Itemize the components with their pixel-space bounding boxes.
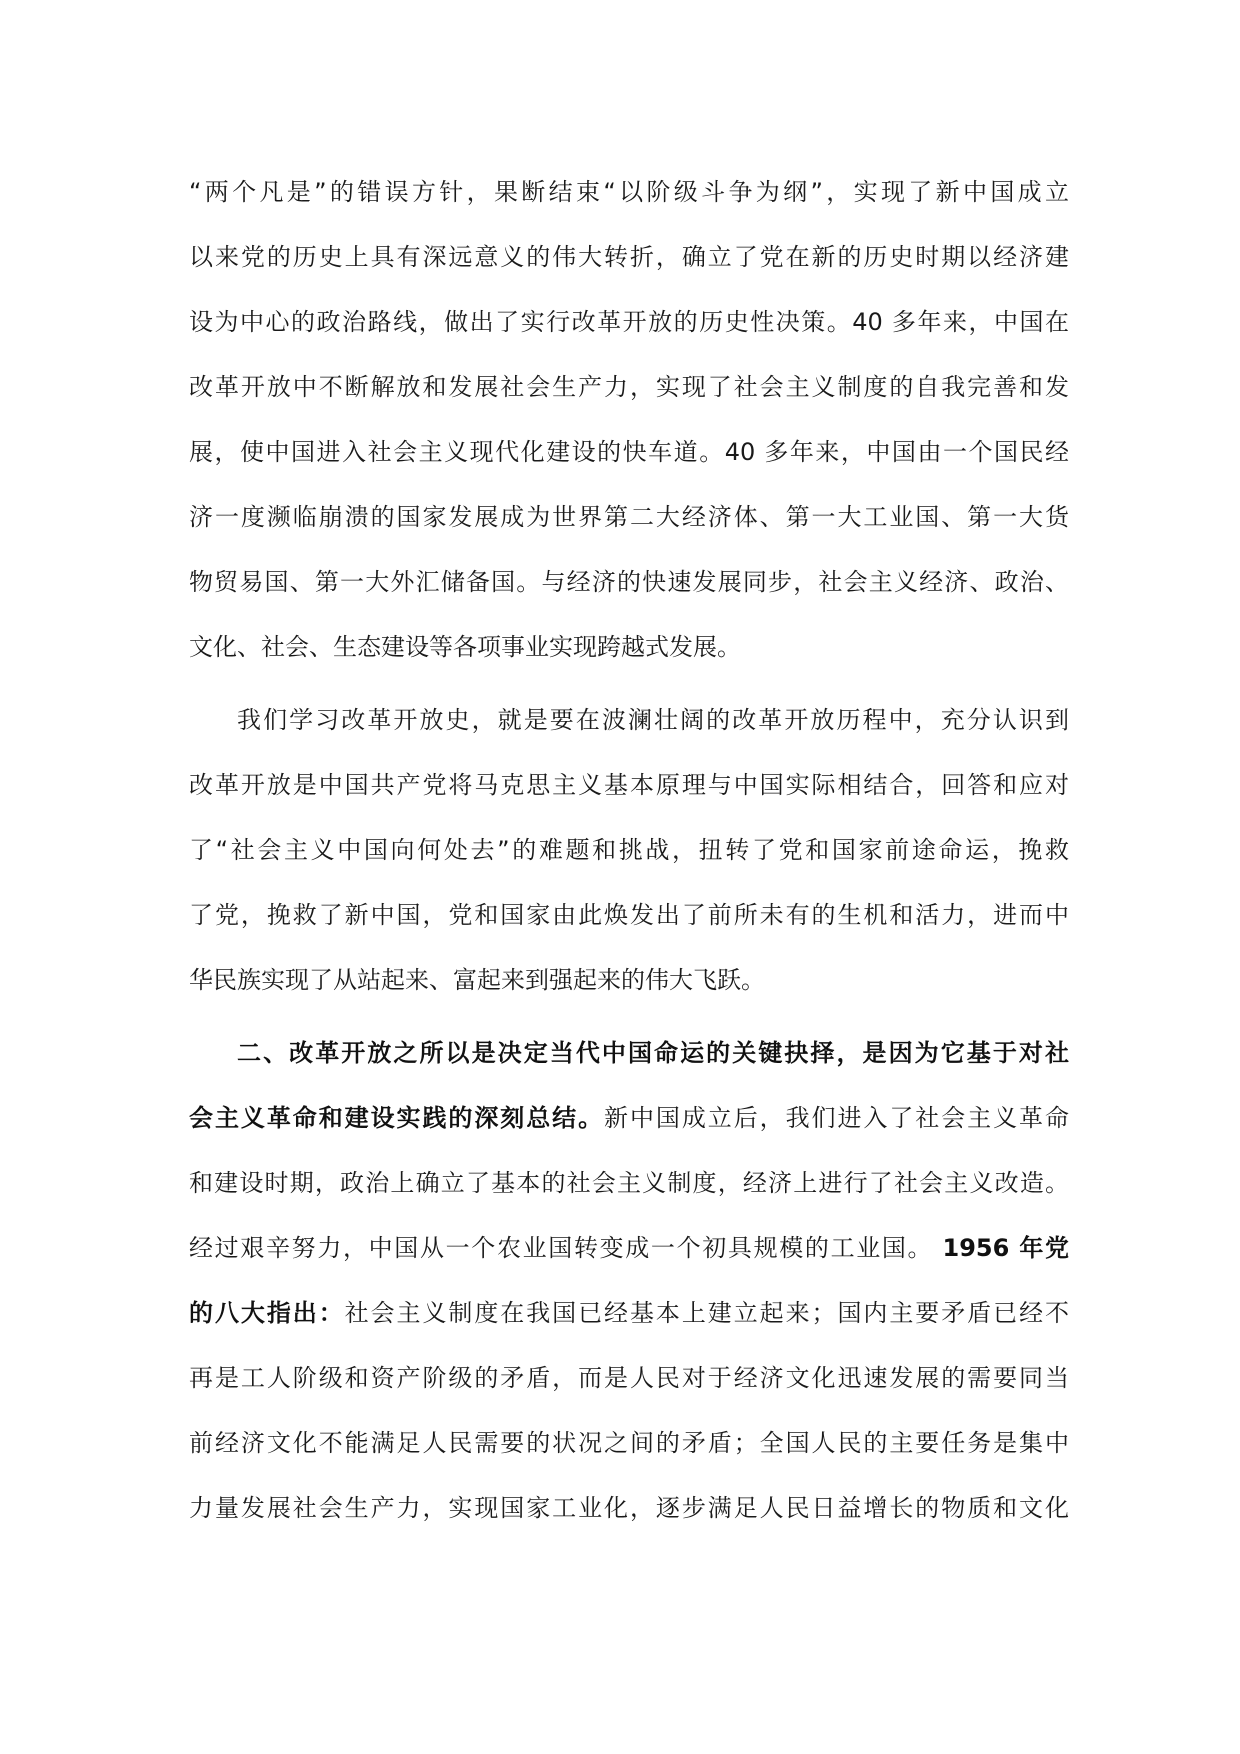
paragraph-3: [189, 1021, 1069, 1541]
text-line: “两个凡是”的错误方针，果断结束“以阶级斗争为纲”，实现了新中国成立: [189, 178, 1069, 206]
text-run: 社会主义制度在我国已经基本上建立起来；国内主要矛盾已经不: [344, 1299, 1069, 1327]
text-line: 再是工人阶级和资产阶级的矛盾，而是人民对于经济文化迅速发展的需要同当: [189, 1364, 1069, 1392]
text-line: 力量发展社会生产力，实现国家工业化，逐步满足人民日益增长的物质和文化: [189, 1494, 1069, 1522]
text-line: 济一度濒临崩溃的国家发展成为世界第二大经济体、第一大工业国、第一大货: [189, 503, 1069, 531]
text-line: [189, 1086, 1069, 1151]
text-line: 了党，挽救了新中国，党和国家由此焕发出了前所未有的生机和活力，进而中: [189, 901, 1069, 929]
section-heading-line: 二、改革开放之所以是决定当代中国命运的关键抉择，是因为它基于对社: [237, 1039, 1069, 1067]
text-line: 我们学习改革开放史，就是要在波澜壮阔的改革开放历程中，充分认识到: [237, 706, 1069, 734]
paragraph-gap: [189, 680, 1069, 688]
paragraph-gap: [189, 1013, 1069, 1021]
section-heading-tail: 会主义革命和建设实践的深刻总结。: [189, 1104, 605, 1132]
text-line: 华民族实现了从站起来、富起来到强起来的伟大飞跃。: [189, 966, 765, 994]
text-line: 改革开放中不断解放和发展社会生产力，实现了社会主义制度的自我完善和发: [189, 373, 1069, 401]
text-line: 了“社会主义中国向何处去”的难题和挑战，扭转了党和国家前途命运，挽救: [189, 836, 1069, 864]
paragraph-2: [189, 688, 1069, 1013]
bold-run: 1956 年党: [942, 1234, 1069, 1262]
document-body: [189, 160, 1069, 1541]
text-line: 以来党的历史上具有深远意义的伟大转折，确立了党在新的历史时期以经济建: [189, 243, 1069, 271]
text-line: 文化、社会、生态建设等各项事业实现跨越式发展。: [189, 633, 741, 661]
text-line: [189, 1281, 1069, 1346]
text-line: 改革开放是中国共产党将马克思主义基本原理与中国实际相结合，回答和应对: [189, 771, 1069, 799]
text-line: 设为中心的政治路线，做出了实行改革开放的历史性决策。40 多年来，中国在: [189, 308, 1069, 336]
text-line: [189, 1216, 1069, 1281]
text-run: 经过艰辛努力，中国从一个农业国转变成一个初具规模的工业国。: [189, 1234, 934, 1262]
text-line: 物贸易国、第一大外汇储备国。与经济的快速发展同步，社会主义经济、政治、: [189, 568, 1069, 596]
paragraph-1: [189, 160, 1069, 680]
text-line: 前经济文化不能满足人民需要的状况之间的矛盾；全国人民的主要任务是集中: [189, 1429, 1069, 1457]
text-line: 和建设时期，政治上确立了基本的社会主义制度，经济上进行了社会主义改造。: [189, 1169, 1069, 1197]
text-line: 展，使中国进入社会主义现代化建设的快车道。40 多年来，中国由一个国民经: [189, 438, 1069, 466]
text-run: 新中国成立后，我们进入了社会主义革命: [604, 1104, 1069, 1132]
bold-run: 的八大指出：: [189, 1299, 345, 1327]
